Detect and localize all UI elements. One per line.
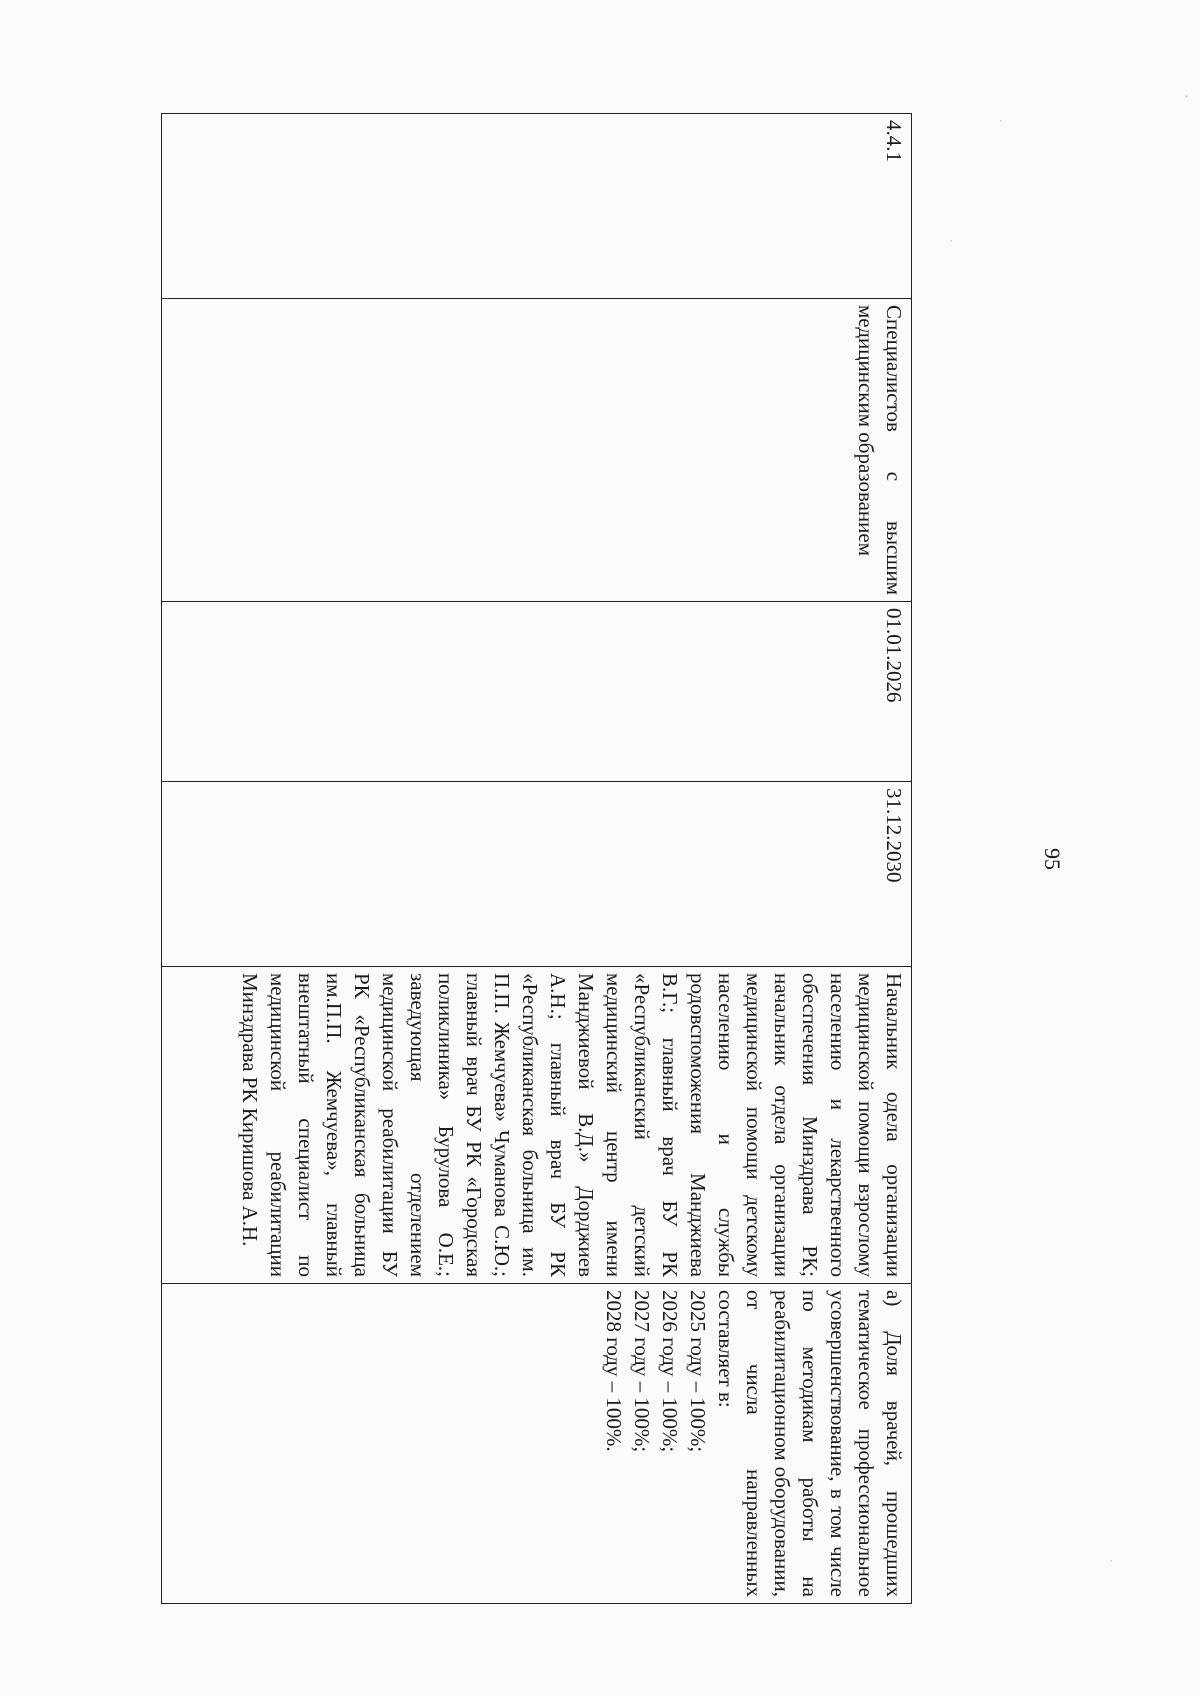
start-date-cell [162, 602, 912, 782]
description-text: Специалистов с высшим медицинским образованием [854, 305, 906, 595]
page-number: 95 [1040, 848, 1065, 870]
indicator-cell [162, 1284, 912, 1604]
rotated-page-content [162, 113, 912, 1603]
scan-speck [1110, 1560, 1112, 1562]
scan-speck [1000, 120, 1002, 122]
row-number-cell [162, 114, 912, 299]
responsible-cell [162, 967, 912, 1284]
indicator-year-item: 2027 году – 100%; [630, 1290, 654, 1453]
responsible-text: Начальник одела организации медицинской помощи взрослому населению и лекарственного обеспечения Минздрава РК; начальник отдела организации медицинской помощи детскому населению и службы родовспоможения Манджиева В.Г.; главный врач БУ РК «Республиканский детский медицинский центр имени Манджиевой В.Д.» Дорджиев А.Н.; главный врач БУ РК «Республиканская больница им. П.П. Жемчуева» Чуманова С.Ю.; главный врач БУ РК «Городская поликлиника» Бурулова О.Е.; заведующая отделением медицинской реабилитации БУ РК «Республиканская больница им.П.П. Жемчуева», главный внештатный специалист по медицинской реабилитации Минздрава РК Киришова А.Н. [238, 973, 906, 1277]
indicator-text: а) Доля врачей, прошедших тематическое профессиональное усовершенствование, в том числе по методикам работы на реабилитационном оборудовании, от числа направленных составляет в: [714, 1290, 906, 1597]
scan-speck [950, 240, 952, 242]
indicator-year-item: 2025 году – 100%; [686, 1290, 710, 1453]
start-date: 01.01.2026 [882, 608, 906, 703]
indicator-year-item: 2028 году – 100%. [602, 1290, 626, 1452]
program-table [161, 113, 912, 1604]
end-date-cell [162, 782, 912, 967]
scan-speck [1185, 95, 1188, 98]
end-date: 31.12.2030 [882, 788, 906, 883]
table-row [162, 114, 912, 1604]
description-cell [162, 299, 912, 602]
indicator-year-item: 2026 году – 100%; [658, 1290, 682, 1453]
row-number: 4.4.1 [882, 120, 906, 162]
